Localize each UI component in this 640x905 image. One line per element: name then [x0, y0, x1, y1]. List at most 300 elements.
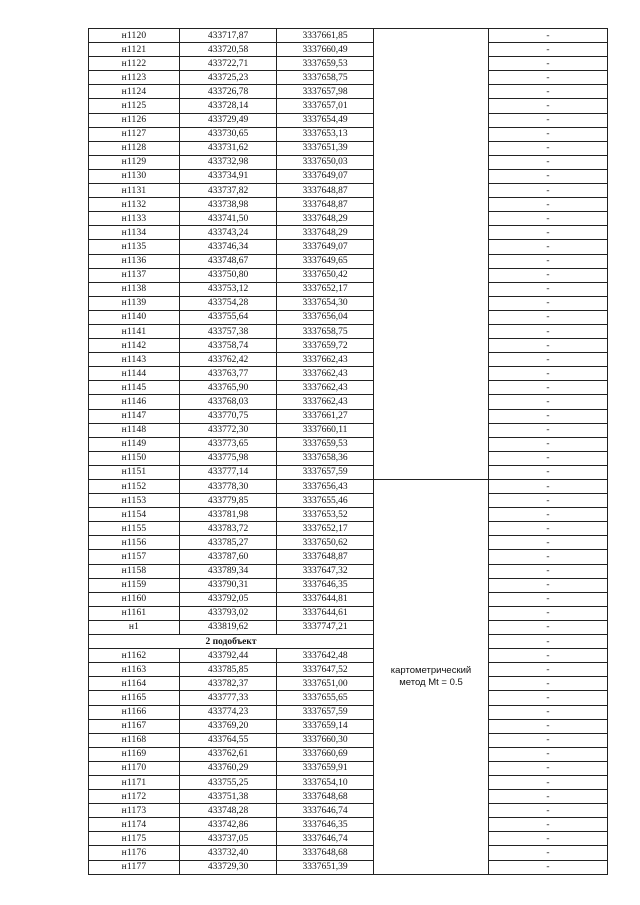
table-row — [89, 127, 608, 141]
coordinate-x: 433762,42 — [180, 353, 277, 367]
coordinate-x: 433777,14 — [180, 465, 277, 479]
point-number: н1128 — [89, 141, 180, 155]
point-number: н1167 — [89, 719, 180, 733]
table-row — [89, 832, 608, 846]
note-cell: - — [489, 43, 608, 57]
table-row — [89, 99, 608, 113]
coordinate-x: 433746,34 — [180, 240, 277, 254]
table-row — [89, 71, 608, 85]
coordinate-y: 3337644,61 — [277, 606, 374, 620]
note-cell: - — [489, 310, 608, 324]
coordinate-x: 433722,71 — [180, 57, 277, 71]
table-row — [89, 423, 608, 437]
table-row — [89, 57, 608, 71]
point-number: н1135 — [89, 240, 180, 254]
coordinate-y: 3337652,17 — [277, 282, 374, 296]
point-number: н1144 — [89, 367, 180, 381]
table-row — [89, 663, 608, 677]
coordinate-y: 3337747,21 — [277, 620, 374, 634]
note-cell: - — [489, 536, 608, 550]
coordinate-y: 3337650,42 — [277, 268, 374, 282]
coordinate-y: 3337662,43 — [277, 381, 374, 395]
coordinate-y: 3337648,87 — [277, 198, 374, 212]
point-number: н1130 — [89, 169, 180, 183]
point-number: н1142 — [89, 339, 180, 353]
coordinate-x: 433790,31 — [180, 578, 277, 592]
point-number: н1126 — [89, 113, 180, 127]
table-row — [89, 240, 608, 254]
coordinate-y: 3337648,87 — [277, 184, 374, 198]
coordinate-y: 3337646,35 — [277, 818, 374, 832]
note-cell: - — [489, 395, 608, 409]
note-cell: - — [489, 437, 608, 451]
coordinates-table-body — [89, 29, 608, 875]
coordinate-y: 3337651,00 — [277, 677, 374, 691]
coordinate-x: 433778,30 — [180, 480, 277, 494]
point-number: н1146 — [89, 395, 180, 409]
table-row — [89, 451, 608, 465]
point-number: н1173 — [89, 804, 180, 818]
point-number: н1158 — [89, 564, 180, 578]
note-cell: - — [489, 254, 608, 268]
coordinate-y: 3337659,53 — [277, 437, 374, 451]
table-row — [89, 395, 608, 409]
note-cell: - — [489, 141, 608, 155]
coordinate-x: 433793,02 — [180, 606, 277, 620]
coordinate-x: 433792,44 — [180, 649, 277, 663]
coordinate-x: 433732,98 — [180, 155, 277, 169]
point-number: н1174 — [89, 818, 180, 832]
table-row — [89, 564, 608, 578]
note-cell: - — [489, 649, 608, 663]
note-cell: - — [489, 409, 608, 423]
table-row — [89, 606, 608, 620]
coordinate-x: 433785,85 — [180, 663, 277, 677]
table-row — [89, 169, 608, 183]
table-row — [89, 620, 608, 634]
coordinate-y: 3337648,29 — [277, 226, 374, 240]
coordinate-x: 433769,20 — [180, 719, 277, 733]
point-number: н1133 — [89, 212, 180, 226]
coordinate-x: 433742,86 — [180, 818, 277, 832]
coordinate-y: 3337650,62 — [277, 536, 374, 550]
coordinate-y: 3337651,39 — [277, 141, 374, 155]
coordinate-x: 433775,98 — [180, 451, 277, 465]
point-number: н1165 — [89, 691, 180, 705]
note-cell: - — [489, 127, 608, 141]
note-cell: - — [489, 339, 608, 353]
note-cell: - — [489, 804, 608, 818]
coordinate-y: 3337655,46 — [277, 494, 374, 508]
note-cell: - — [489, 635, 608, 649]
coordinate-x: 433785,27 — [180, 536, 277, 550]
table-row — [89, 578, 608, 592]
coordinate-x: 433725,23 — [180, 71, 277, 85]
coordinate-y: 3337649,07 — [277, 169, 374, 183]
note-cell: - — [489, 85, 608, 99]
point-number: н1121 — [89, 43, 180, 57]
coordinate-x: 433774,23 — [180, 705, 277, 719]
coordinate-y: 3337647,52 — [277, 663, 374, 677]
point-number: н1134 — [89, 226, 180, 240]
point-number: н1162 — [89, 649, 180, 663]
coordinates-table — [88, 28, 608, 875]
coordinate-x: 433743,24 — [180, 226, 277, 240]
table-row — [89, 747, 608, 761]
coordinate-x: 433782,37 — [180, 677, 277, 691]
coordinate-y: 3337659,91 — [277, 761, 374, 775]
point-number: н1172 — [89, 790, 180, 804]
method-cell-empty — [374, 29, 489, 480]
point-number: н1125 — [89, 99, 180, 113]
coordinate-x: 433750,80 — [180, 268, 277, 282]
coordinate-x: 433728,14 — [180, 99, 277, 113]
table-row — [89, 381, 608, 395]
coordinate-y: 3337649,65 — [277, 254, 374, 268]
table-row — [89, 43, 608, 57]
coordinate-x: 433768,03 — [180, 395, 277, 409]
coordinate-x: 433754,28 — [180, 296, 277, 310]
point-number: н1152 — [89, 480, 180, 494]
note-cell: - — [489, 733, 608, 747]
coordinate-y: 3337660,49 — [277, 43, 374, 57]
coordinate-y: 3337658,75 — [277, 324, 374, 338]
note-cell: - — [489, 353, 608, 367]
coordinate-x: 433783,72 — [180, 522, 277, 536]
coordinate-x: 433731,62 — [180, 141, 277, 155]
point-number: н1137 — [89, 268, 180, 282]
note-cell: - — [489, 705, 608, 719]
point-number: н1151 — [89, 465, 180, 479]
point-number: н1145 — [89, 381, 180, 395]
note-cell: - — [489, 184, 608, 198]
coordinate-y: 3337662,43 — [277, 395, 374, 409]
coordinate-y: 3337653,13 — [277, 127, 374, 141]
table-row — [89, 790, 608, 804]
point-number: н1143 — [89, 353, 180, 367]
coordinate-x: 433741,50 — [180, 212, 277, 226]
coordinate-y: 3337649,07 — [277, 240, 374, 254]
table-row — [89, 592, 608, 606]
note-cell: - — [489, 198, 608, 212]
table-row — [89, 29, 608, 43]
coordinate-x: 433748,28 — [180, 804, 277, 818]
table-row — [89, 550, 608, 564]
coordinate-x: 433787,60 — [180, 550, 277, 564]
coordinate-y: 3337644,81 — [277, 592, 374, 606]
table-row — [89, 254, 608, 268]
table-row — [89, 719, 608, 733]
coordinate-x: 433763,77 — [180, 367, 277, 381]
point-number: н1175 — [89, 832, 180, 846]
coordinate-x: 433781,98 — [180, 508, 277, 522]
coordinate-y: 3337654,30 — [277, 296, 374, 310]
note-cell: - — [489, 212, 608, 226]
coordinate-x: 433753,12 — [180, 282, 277, 296]
table-row — [89, 184, 608, 198]
coordinate-y: 3337660,30 — [277, 733, 374, 747]
point-number: н1131 — [89, 184, 180, 198]
coordinate-x: 433734,91 — [180, 169, 277, 183]
coordinate-y: 3337662,43 — [277, 353, 374, 367]
note-cell: - — [489, 451, 608, 465]
note-cell: - — [489, 747, 608, 761]
note-cell: - — [489, 606, 608, 620]
coordinate-x: 433726,78 — [180, 85, 277, 99]
point-number: н1170 — [89, 761, 180, 775]
table-row — [89, 437, 608, 451]
table-row — [89, 775, 608, 789]
coordinate-y: 3337648,68 — [277, 846, 374, 860]
note-cell: - — [489, 494, 608, 508]
point-number: н1127 — [89, 127, 180, 141]
coordinate-y: 3337661,85 — [277, 29, 374, 43]
table-row — [89, 818, 608, 832]
table-row — [89, 860, 608, 874]
note-cell: - — [489, 423, 608, 437]
coordinate-y: 3337642,48 — [277, 649, 374, 663]
point-number: н1166 — [89, 705, 180, 719]
coordinate-y: 3337646,74 — [277, 804, 374, 818]
coordinate-x: 433758,74 — [180, 339, 277, 353]
table-row — [89, 353, 608, 367]
table-row — [89, 155, 608, 169]
coordinate-x: 433729,49 — [180, 113, 277, 127]
note-cell: - — [489, 592, 608, 606]
table-row — [89, 522, 608, 536]
point-number: н1139 — [89, 296, 180, 310]
table-row — [89, 339, 608, 353]
coordinate-x: 433819,62 — [180, 620, 277, 634]
note-cell: - — [489, 818, 608, 832]
coordinate-y: 3337647,32 — [277, 564, 374, 578]
point-number: н1164 — [89, 677, 180, 691]
point-number: н1160 — [89, 592, 180, 606]
table-row — [89, 85, 608, 99]
point-number: н1169 — [89, 747, 180, 761]
coordinate-y: 3337660,69 — [277, 747, 374, 761]
table-row — [89, 480, 608, 494]
point-number: н1149 — [89, 437, 180, 451]
table-row — [89, 409, 608, 423]
method-line-1: картометрический — [390, 664, 472, 676]
table-row — [89, 494, 608, 508]
coordinate-y: 3337661,27 — [277, 409, 374, 423]
point-number: н1161 — [89, 606, 180, 620]
coordinate-x: 433762,61 — [180, 747, 277, 761]
table-row — [89, 324, 608, 338]
coordinate-y: 3337648,68 — [277, 790, 374, 804]
table-row — [89, 705, 608, 719]
coordinate-x: 433748,67 — [180, 254, 277, 268]
coordinate-x: 433772,30 — [180, 423, 277, 437]
note-cell: - — [489, 564, 608, 578]
coordinate-y: 3337656,04 — [277, 310, 374, 324]
coordinate-y: 3337657,59 — [277, 705, 374, 719]
note-cell: - — [489, 677, 608, 691]
coordinate-y: 3337657,59 — [277, 465, 374, 479]
coordinate-y: 3337653,52 — [277, 508, 374, 522]
note-cell: - — [489, 99, 608, 113]
coordinate-y: 3337654,10 — [277, 775, 374, 789]
coordinate-x: 433779,85 — [180, 494, 277, 508]
coordinate-x: 433737,05 — [180, 832, 277, 846]
note-cell: - — [489, 761, 608, 775]
point-number: н1155 — [89, 522, 180, 536]
coordinate-x: 433765,90 — [180, 381, 277, 395]
point-number: н1122 — [89, 57, 180, 71]
coordinate-x: 433751,38 — [180, 790, 277, 804]
note-cell: - — [489, 155, 608, 169]
section-title: 2 подобъект — [89, 635, 374, 649]
coordinate-x: 433717,87 — [180, 29, 277, 43]
coordinate-x: 433792,05 — [180, 592, 277, 606]
table-row — [89, 268, 608, 282]
point-number: н1154 — [89, 508, 180, 522]
table-row — [89, 113, 608, 127]
table-row — [89, 804, 608, 818]
coordinate-x: 433789,34 — [180, 564, 277, 578]
note-cell: - — [489, 29, 608, 43]
coordinate-y: 3337659,53 — [277, 57, 374, 71]
note-cell: - — [489, 57, 608, 71]
point-number: н1140 — [89, 310, 180, 324]
note-cell: - — [489, 550, 608, 564]
coordinate-x: 433729,30 — [180, 860, 277, 874]
point-number: н1123 — [89, 71, 180, 85]
coordinate-y: 3337659,72 — [277, 339, 374, 353]
note-cell: - — [489, 465, 608, 479]
coordinate-y: 3337655,65 — [277, 691, 374, 705]
point-number: н1147 — [89, 409, 180, 423]
coordinate-x: 433720,58 — [180, 43, 277, 57]
coordinate-y: 3337658,36 — [277, 451, 374, 465]
coordinate-x: 433777,33 — [180, 691, 277, 705]
note-cell: - — [489, 719, 608, 733]
coordinate-x: 433755,25 — [180, 775, 277, 789]
method-cell — [374, 480, 489, 875]
point-number: н1120 — [89, 29, 180, 43]
coordinate-x: 433738,98 — [180, 198, 277, 212]
note-cell: - — [489, 324, 608, 338]
coordinate-x: 433757,38 — [180, 324, 277, 338]
point-number: н1150 — [89, 451, 180, 465]
point-number: н1177 — [89, 860, 180, 874]
table-row — [89, 691, 608, 705]
coordinate-x: 433760,29 — [180, 761, 277, 775]
coordinate-x: 433770,75 — [180, 409, 277, 423]
table-row — [89, 310, 608, 324]
note-cell: - — [489, 578, 608, 592]
table-row — [89, 536, 608, 550]
note-cell: - — [489, 663, 608, 677]
point-number: н1176 — [89, 846, 180, 860]
table-row — [89, 141, 608, 155]
point-number: н1132 — [89, 198, 180, 212]
point-number: н1159 — [89, 578, 180, 592]
note-cell: - — [489, 832, 608, 846]
table-row — [89, 212, 608, 226]
table-row — [89, 761, 608, 775]
table-row — [89, 296, 608, 310]
coordinate-y: 3337646,74 — [277, 832, 374, 846]
note-cell: - — [489, 71, 608, 85]
table-row — [89, 282, 608, 296]
table-row — [89, 465, 608, 479]
table-row — [89, 508, 608, 522]
note-cell: - — [489, 381, 608, 395]
table-row — [89, 733, 608, 747]
point-number: н1129 — [89, 155, 180, 169]
coordinate-y: 3337657,98 — [277, 85, 374, 99]
coordinate-y: 3337650,03 — [277, 155, 374, 169]
coordinate-y: 3337662,43 — [277, 367, 374, 381]
coordinate-x: 433732,40 — [180, 846, 277, 860]
coordinate-y: 3337648,87 — [277, 550, 374, 564]
point-number: н1171 — [89, 775, 180, 789]
coordinate-y: 3337656,43 — [277, 480, 374, 494]
coordinate-y: 3337646,35 — [277, 578, 374, 592]
note-cell: - — [489, 282, 608, 296]
note-cell: - — [489, 226, 608, 240]
coordinate-y: 3337652,17 — [277, 522, 374, 536]
note-cell: - — [489, 846, 608, 860]
table-row — [89, 367, 608, 381]
note-cell: - — [489, 296, 608, 310]
coordinate-y: 3337651,39 — [277, 860, 374, 874]
note-cell: - — [489, 113, 608, 127]
point-number: н1141 — [89, 324, 180, 338]
note-cell: - — [489, 691, 608, 705]
table-row — [89, 846, 608, 860]
point-number: н1148 — [89, 423, 180, 437]
note-cell: - — [489, 169, 608, 183]
note-cell: - — [489, 775, 608, 789]
coordinate-x: 433737,82 — [180, 184, 277, 198]
point-number: н1138 — [89, 282, 180, 296]
point-number: н1156 — [89, 536, 180, 550]
point-number: н1136 — [89, 254, 180, 268]
table-row — [89, 677, 608, 691]
method-line-2: метод Mt = 0.5 — [399, 676, 463, 688]
table-row — [89, 649, 608, 663]
note-cell: - — [489, 367, 608, 381]
coordinate-x: 433730,65 — [180, 127, 277, 141]
note-cell: - — [489, 790, 608, 804]
point-number: н1157 — [89, 550, 180, 564]
coordinate-y: 3337657,01 — [277, 99, 374, 113]
table-row — [89, 226, 608, 240]
coordinate-x: 433773,65 — [180, 437, 277, 451]
point-number: н1 — [89, 620, 180, 634]
note-cell: - — [489, 240, 608, 254]
coordinate-x: 433764,55 — [180, 733, 277, 747]
coordinate-y: 3337648,29 — [277, 212, 374, 226]
coordinate-y: 3337654,49 — [277, 113, 374, 127]
note-cell: - — [489, 860, 608, 874]
note-cell: - — [489, 268, 608, 282]
point-number: н1168 — [89, 733, 180, 747]
coordinate-y: 3337658,75 — [277, 71, 374, 85]
point-number: н1163 — [89, 663, 180, 677]
note-cell: - — [489, 508, 608, 522]
coordinate-x: 433755,64 — [180, 310, 277, 324]
point-number: н1124 — [89, 85, 180, 99]
section-header-row — [89, 635, 608, 649]
point-number: н1153 — [89, 494, 180, 508]
table-row — [89, 198, 608, 212]
note-cell: - — [489, 522, 608, 536]
